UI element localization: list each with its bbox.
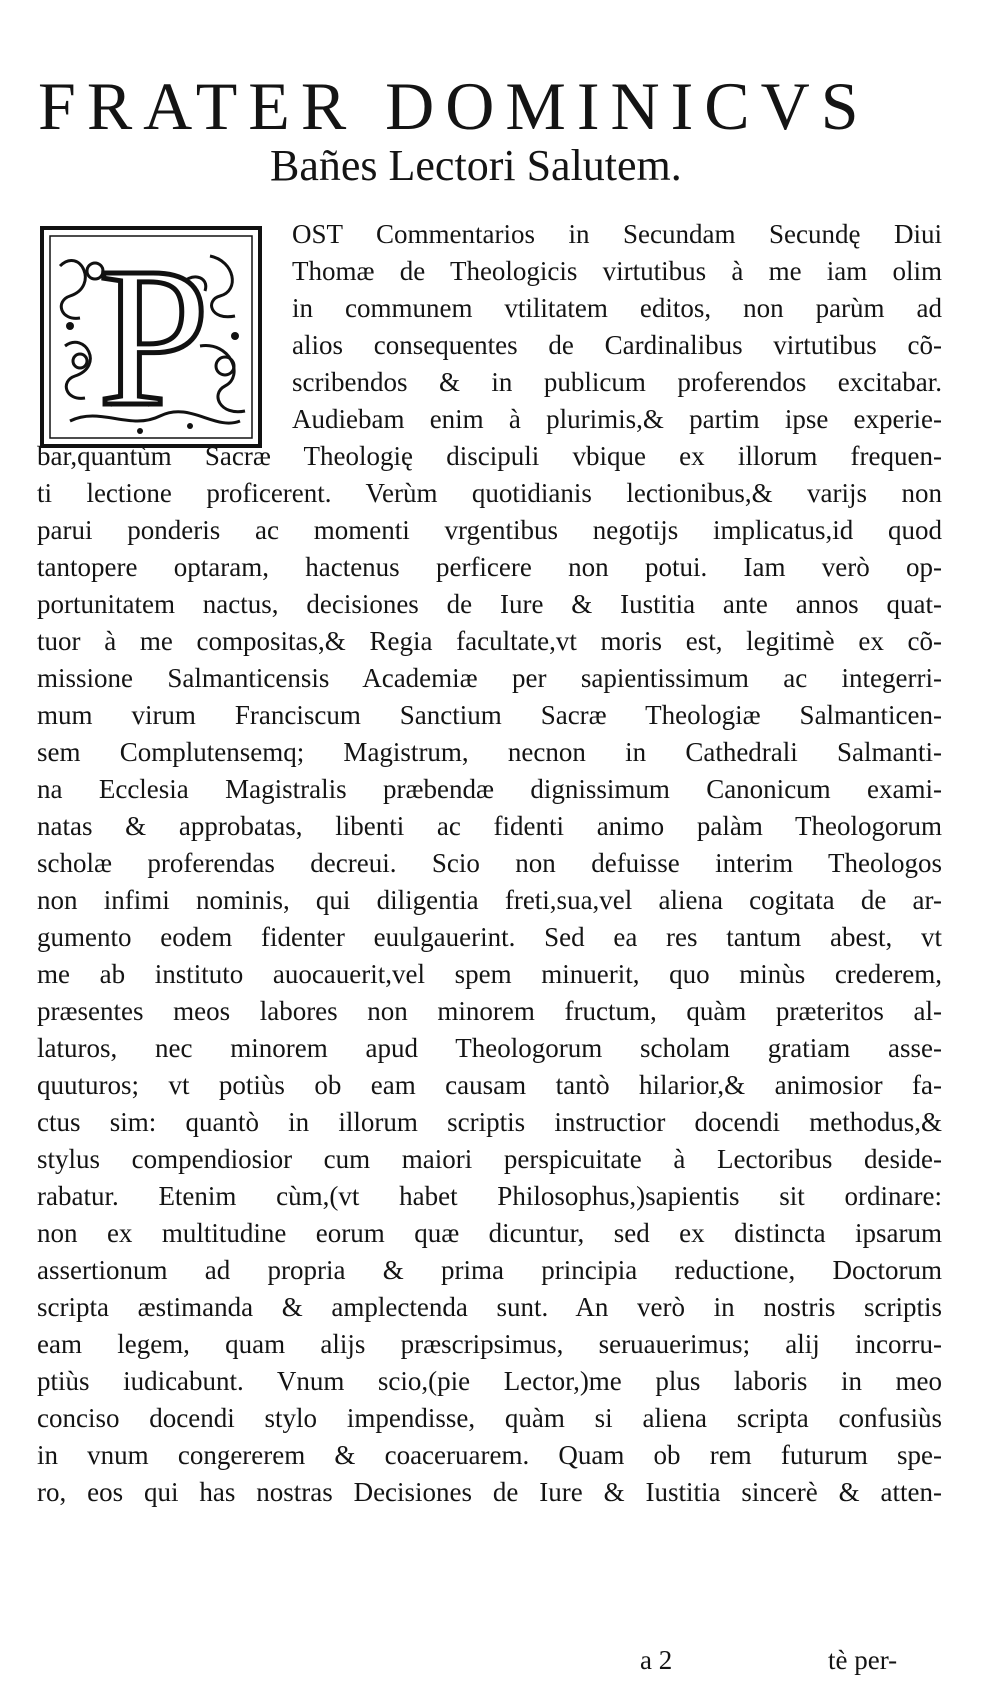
text-line: non ex multitudine eorum quæ dicuntur, sed ex distincta ipsarum (37, 1218, 942, 1248)
text-line: alios consequentes de Cardinalibus virtutibus cõ- (292, 330, 942, 360)
text-line: tantopere optaram, hactenus perficere non potui. Iam verò op- (37, 552, 942, 582)
text-line: Thomæ de Theologicis virtutibus à me iam olim (292, 256, 942, 286)
text-line: mum virum Franciscum Sanctium Sacræ Theologiæ Salmanticen- (37, 700, 942, 730)
text-line: natas & approbatas, libenti ac fidenti animo palàm Theologorum (37, 811, 942, 841)
catchword: tè per- (828, 1645, 898, 1675)
text-line: scribendos & in publicum proferendos excitabar. (292, 367, 942, 397)
text-line: portunitatem nactus, decisiones de Iure & Iustitia ante annos quat- (37, 589, 942, 619)
signature-mark: a 2 (640, 1645, 673, 1675)
text-line: na Ecclesia Magistralis præbendæ dignissimum Canonicum exami- (37, 774, 942, 804)
text-line: gumento eodem fidenter euulgauerint. Sed ea res tantum abest, vt (37, 922, 942, 952)
text-line: in vnum congererem & coaceruarem. Quam ob rem futurum spe- (37, 1440, 942, 1470)
text-line: scholæ proferendas decreui. Scio non defuisse interim Theologos (37, 848, 942, 878)
decorated-initial-p-icon (40, 226, 262, 448)
text-line: stylus compendiosior cum maiori perspicuitate à Lectoribus deside- (37, 1144, 942, 1174)
text-line: sem Complutensemq; Magistrum, necnon in Cathedrali Salmanti- (37, 737, 942, 767)
text-line: ti lectione proficerent. Verùm quotidianis lectionibus,& varijs non (37, 478, 942, 508)
text-line: ctus sim: quantò in illorum scriptis instructior docendi methodus,& (37, 1107, 942, 1137)
text-line: me ab instituto auocauerit,vel spem minuerit, quo minùs crederem, (37, 959, 942, 989)
text-line: rabatur. Etenim cùm,(vt habet Philosophus,)sapientis sit ordinare: (37, 1181, 942, 1211)
text-line: non infimi nominis, qui diligentia freti,sua,vel aliena cogitata de ar- (37, 885, 942, 915)
text-line: parui ponderis ac momenti vrgentibus negotijs implicatus,id quod (37, 515, 942, 545)
text-line: bar,quantùm Sacræ Theologię discipuli vbique ex illorum frequen- (37, 441, 942, 471)
heading-main: FRATER DOMINICVS (38, 68, 870, 144)
text-line: præsentes meos labores non minorem fructum, quàm præteritos al- (37, 996, 942, 1026)
text-line: scripta æstimanda & amplectenda sunt. An verò in nostris scriptis (37, 1292, 942, 1322)
text-line: laturos, nec minorem apud Theologorum scholam gratiam asse- (37, 1033, 942, 1063)
text-line: assertionum ad propria & prima principia reductione, Doctorum (37, 1255, 942, 1285)
text-line: in communem vtilitatem editos, non parùm ad (292, 293, 942, 323)
text-line: tuor à me compositas,& Regia facultate,vt moris est, legitimè ex cõ- (37, 626, 942, 656)
heading-sub: Bañes Lectori Salutem. (270, 141, 682, 190)
text-line: conciso docendi stylo impendisse, quàm si aliena scripta confusiùs (37, 1403, 942, 1433)
text-line: quuturos; vt potiùs ob eam causam tantò hilarior,& animosior fa- (37, 1070, 942, 1100)
text-line: eam legem, quam alijs præscripsimus, seruauerimus; alij incorru- (37, 1329, 942, 1359)
text-line: missione Salmanticensis Academiæ per sapientissimum ac integerri- (37, 663, 942, 693)
initial-letter: P (98, 227, 210, 448)
text-line: ro, eos qui has nostras Decisiones de Iure & Iustitia sincerè & atten- (37, 1477, 942, 1507)
text-line: ptiùs iudicabunt. Vnum scio,(pie Lector,)me plus laboris in meo (37, 1366, 942, 1396)
text-line: Audiebam enim à plurimis,& partim ipse experie- (292, 404, 942, 434)
text-line: OST Commentarios in Secundam Secundę Diui (292, 219, 942, 249)
